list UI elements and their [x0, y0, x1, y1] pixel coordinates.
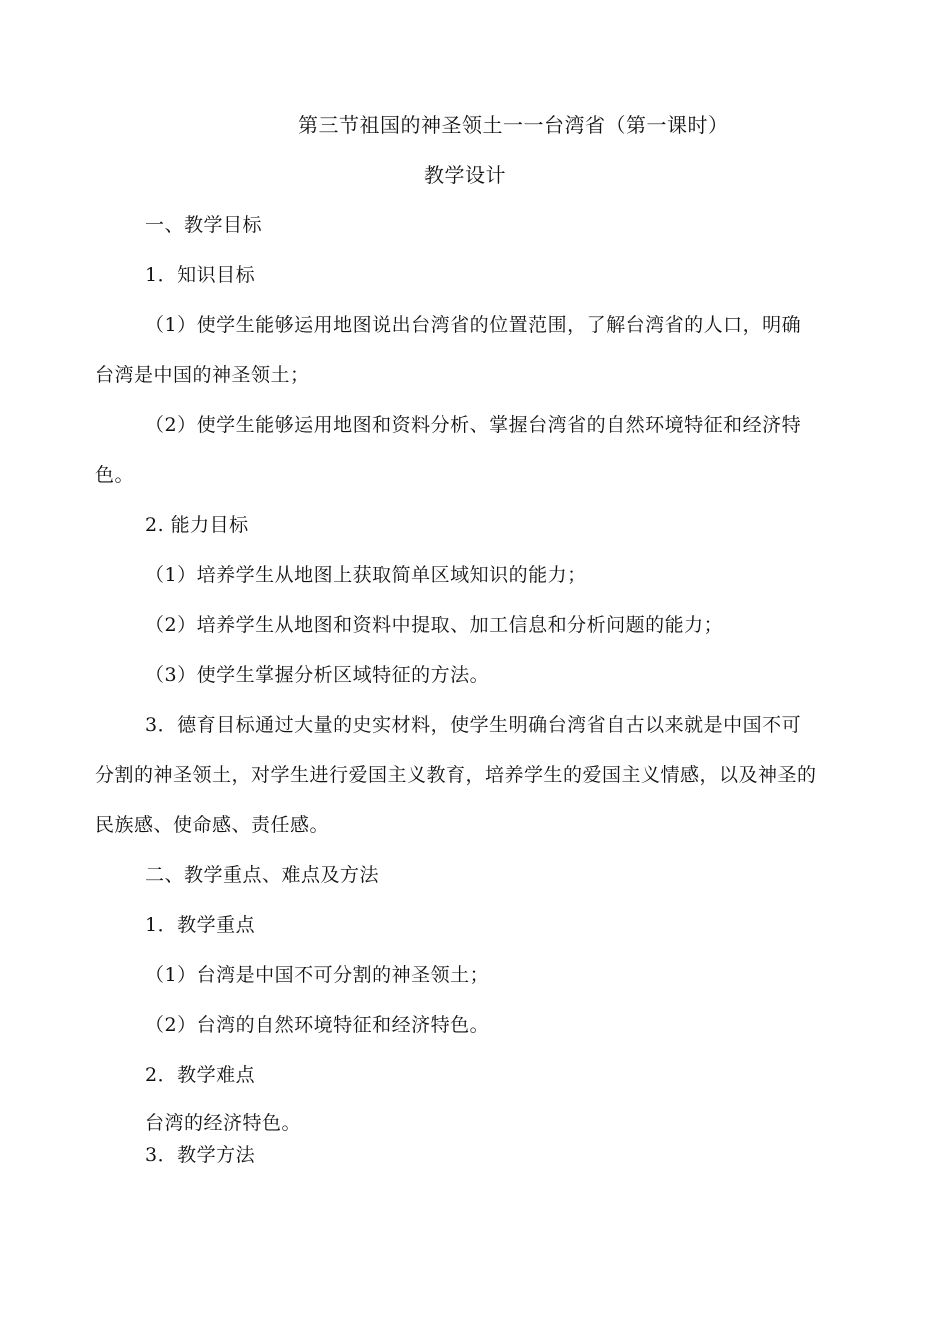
subheading-key-points: 1．教学重点	[145, 914, 256, 936]
paragraph-line: （3）使学生掌握分析区域特征的方法。	[145, 664, 490, 686]
section-heading-key-points: 二、教学重点、难点及方法	[145, 864, 380, 886]
paragraph-line: （2）台湾的自然环境特征和经济特色。	[145, 1014, 490, 1036]
paragraph-line: 台湾的经济特色。	[145, 1112, 302, 1134]
document-title: 第三节祖国的神圣领土一一台湾省（第一课时）	[298, 113, 729, 137]
section-heading-objectives: 一、教学目标	[145, 214, 263, 236]
paragraph-line: （2）使学生能够运用地图和资料分析、掌握台湾省的自然环境特征和经济特	[145, 414, 802, 436]
subheading-ability: 2. 能力目标	[145, 514, 249, 536]
document-subtitle: 教学设计	[424, 163, 506, 187]
paragraph-line: 分割的神圣领土，对学生进行爱国主义教育，培养学生的爱国主义情感，以及神圣的	[95, 764, 817, 786]
paragraph-line: （1）台湾是中国不可分割的神圣领土；	[145, 964, 490, 986]
paragraph-line: 民族感、使命感、责任感。	[95, 814, 330, 836]
subheading-difficulties: 2．教学难点	[145, 1064, 256, 1086]
subheading-methods: 3．教学方法	[145, 1144, 256, 1166]
paragraph-line: （1）使学生能够运用地图说出台湾省的位置范围，了解台湾省的人口，明确	[145, 314, 802, 336]
paragraph-line: 色。	[95, 464, 135, 486]
paragraph-line: 3．德育目标通过大量的史实材料，使学生明确台湾省自古以来就是中国不可	[145, 714, 802, 736]
paragraph-line: （1）培养学生从地图上获取简单区域知识的能力；	[145, 564, 587, 586]
paragraph-line: （2）培养学生从地图和资料中提取、加工信息和分析问题的能力；	[145, 614, 724, 636]
paragraph-line: 台湾是中国的神圣领土；	[95, 364, 310, 386]
subheading-knowledge: 1．知识目标	[145, 264, 256, 286]
